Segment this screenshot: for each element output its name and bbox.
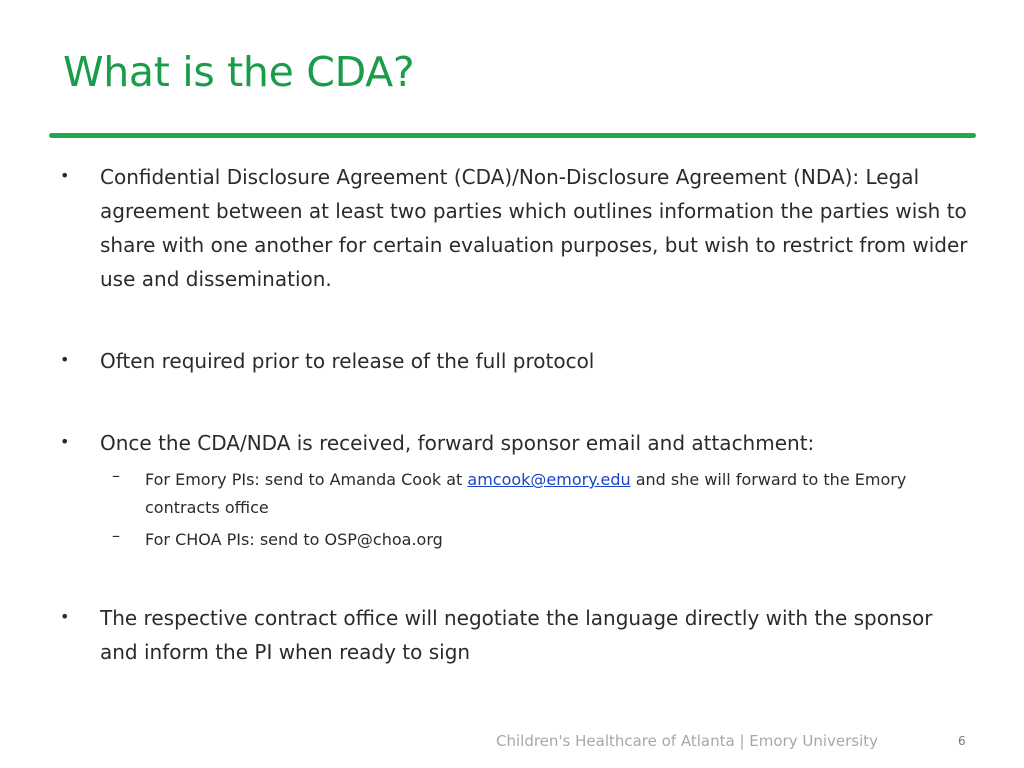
sub-item-choa: For CHOA PIs: send to OSP@choa.org [145,530,443,549]
bullet-required-prior: Often required prior to release of the full protocol [100,349,595,373]
sub-item-emory [145,466,985,522]
page-number: 6 [958,734,966,748]
footer-organization: Children's Healthcare of Atlanta | Emory University [496,732,879,750]
bullet-marker: • [60,166,70,185]
bullet-negotiation: The respective contract office will negotiate the language directly with the sponsor and inform the PI when ready to sign [100,606,933,664]
sub-item-emory-after: and she will forward to the Emory contracts office [145,470,907,517]
bullet-marker: • [60,432,70,451]
title-divider [49,133,976,138]
sub-bullet-marker: – [112,526,120,545]
bullet-forward-instructions: Once the CDA/NDA is received, forward sponsor email and attachment: [100,431,815,455]
sub-bullet-marker: – [112,466,120,485]
sub-item-emory-before: For Emory PIs: send to Amanda Cook at [145,470,468,489]
emory-email-link[interactable]: amcook@emory.edu [467,470,631,489]
bullet-cda-definition: Confidential Disclosure Agreement (CDA)/Non-Disclosure Agreement (NDA): Legal agreement between at least two parties which outlines information the parties wish to share with one another for certain evaluation purposes, but wish to restrict from wider use and dissemination. [100,165,968,291]
bullet-marker: • [60,350,70,369]
bullet-marker: • [60,607,70,626]
slide-title: What is the CDA? [63,48,415,96]
